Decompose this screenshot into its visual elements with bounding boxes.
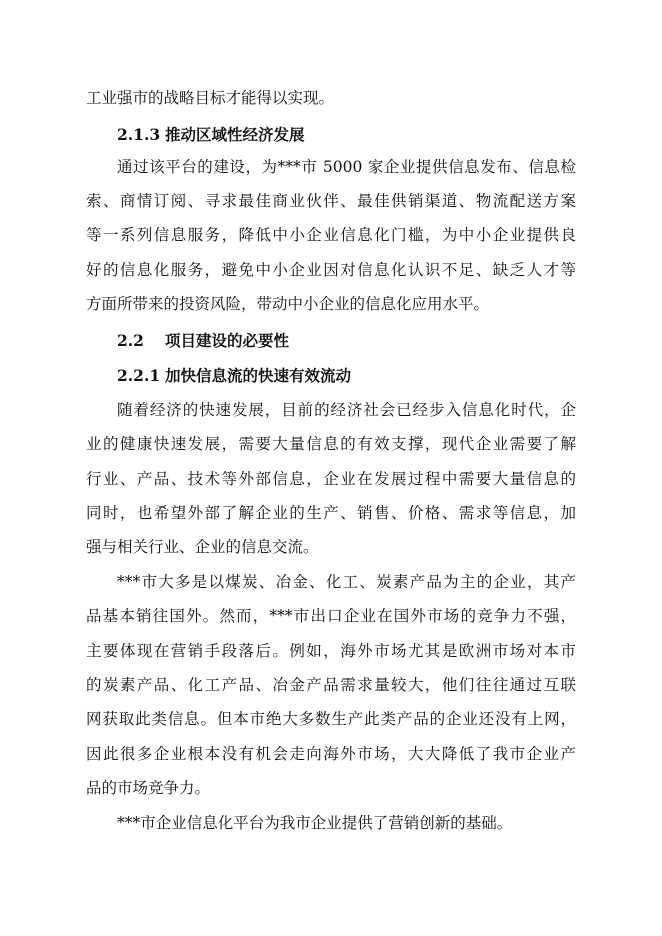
section-number: 2.2 <box>117 331 144 350</box>
paragraph-line: 业的健康快速发展，需要大量信息的有效支撑，现代企业需要了解 <box>86 435 576 453</box>
paragraph-line: 的炭素产品、化工产品、冶金产品需求量较大，他们往往通过互联 <box>86 676 576 694</box>
paragraph-line: 主要体现在营销手段落后。例如，海外市场尤其是欧洲市场对本市 <box>86 642 576 660</box>
paragraph-line: 工业强市的战略目标才能得以实现。 <box>86 89 335 107</box>
section-number: 2.2.1 <box>117 366 161 385</box>
paragraph-line: 因此很多企业根本没有机会走向海外市场，大大降低了我市企业产 <box>86 745 576 763</box>
section-number: 2.1.3 <box>117 125 161 144</box>
paragraph-line: 行业、产品、技术等外部信息，企业在发展过程中需要大量信息的 <box>86 470 576 488</box>
paragraph-line: ***市大多是以煤炭、冶金、化工、炭素产品为主的企业，其产 <box>117 573 576 591</box>
paragraph-line: 网获取此类信息。但本市绝大多数生产此类产品的企业还没有上网， <box>86 710 576 728</box>
paragraph-line: 品基本销往国外。然而，***市出口企业在国外市场的竞争力不强， <box>86 607 576 625</box>
paragraph-line: 品的市场竞争力。 <box>86 779 211 797</box>
paragraph-line: 强与相关行业、企业的信息交流。 <box>86 538 319 556</box>
paragraph-line: 方面所带来的投资风险，带动中小企业的信息化应用水平。 <box>86 295 490 313</box>
paragraph-line: 通过该平台的建设，为***市 5000 家企业提供信息发布、信息检 <box>117 158 576 176</box>
paragraph-line: 等一系列信息服务，降低中小企业信息化门槛，为中小企业提供良 <box>86 226 576 244</box>
paragraph-line: 同时，也希望外部了解企业的生产、销售、价格、需求等信息，加 <box>86 504 576 522</box>
section-title: 加快信息流的快速有效流动 <box>165 366 352 385</box>
section-title: 项目建设的必要性 <box>165 331 290 350</box>
paragraph-line: 随着经济的快速发展，目前的经济社会已经步入信息化时代，企 <box>117 401 576 419</box>
section-title: 推动区域性经济发展 <box>165 125 305 144</box>
paragraph-line: 索、商情订阅、寻求最佳商业伙伴、最佳供销渠道、物流配送方案 <box>86 192 576 210</box>
paragraph-line: 好的信息化服务，避免中小企业因对信息化认识不足、缺乏人才等 <box>86 261 576 279</box>
paragraph-line: ***市企业信息化平台为我市企业提供了营销创新的基础。 <box>117 814 513 832</box>
